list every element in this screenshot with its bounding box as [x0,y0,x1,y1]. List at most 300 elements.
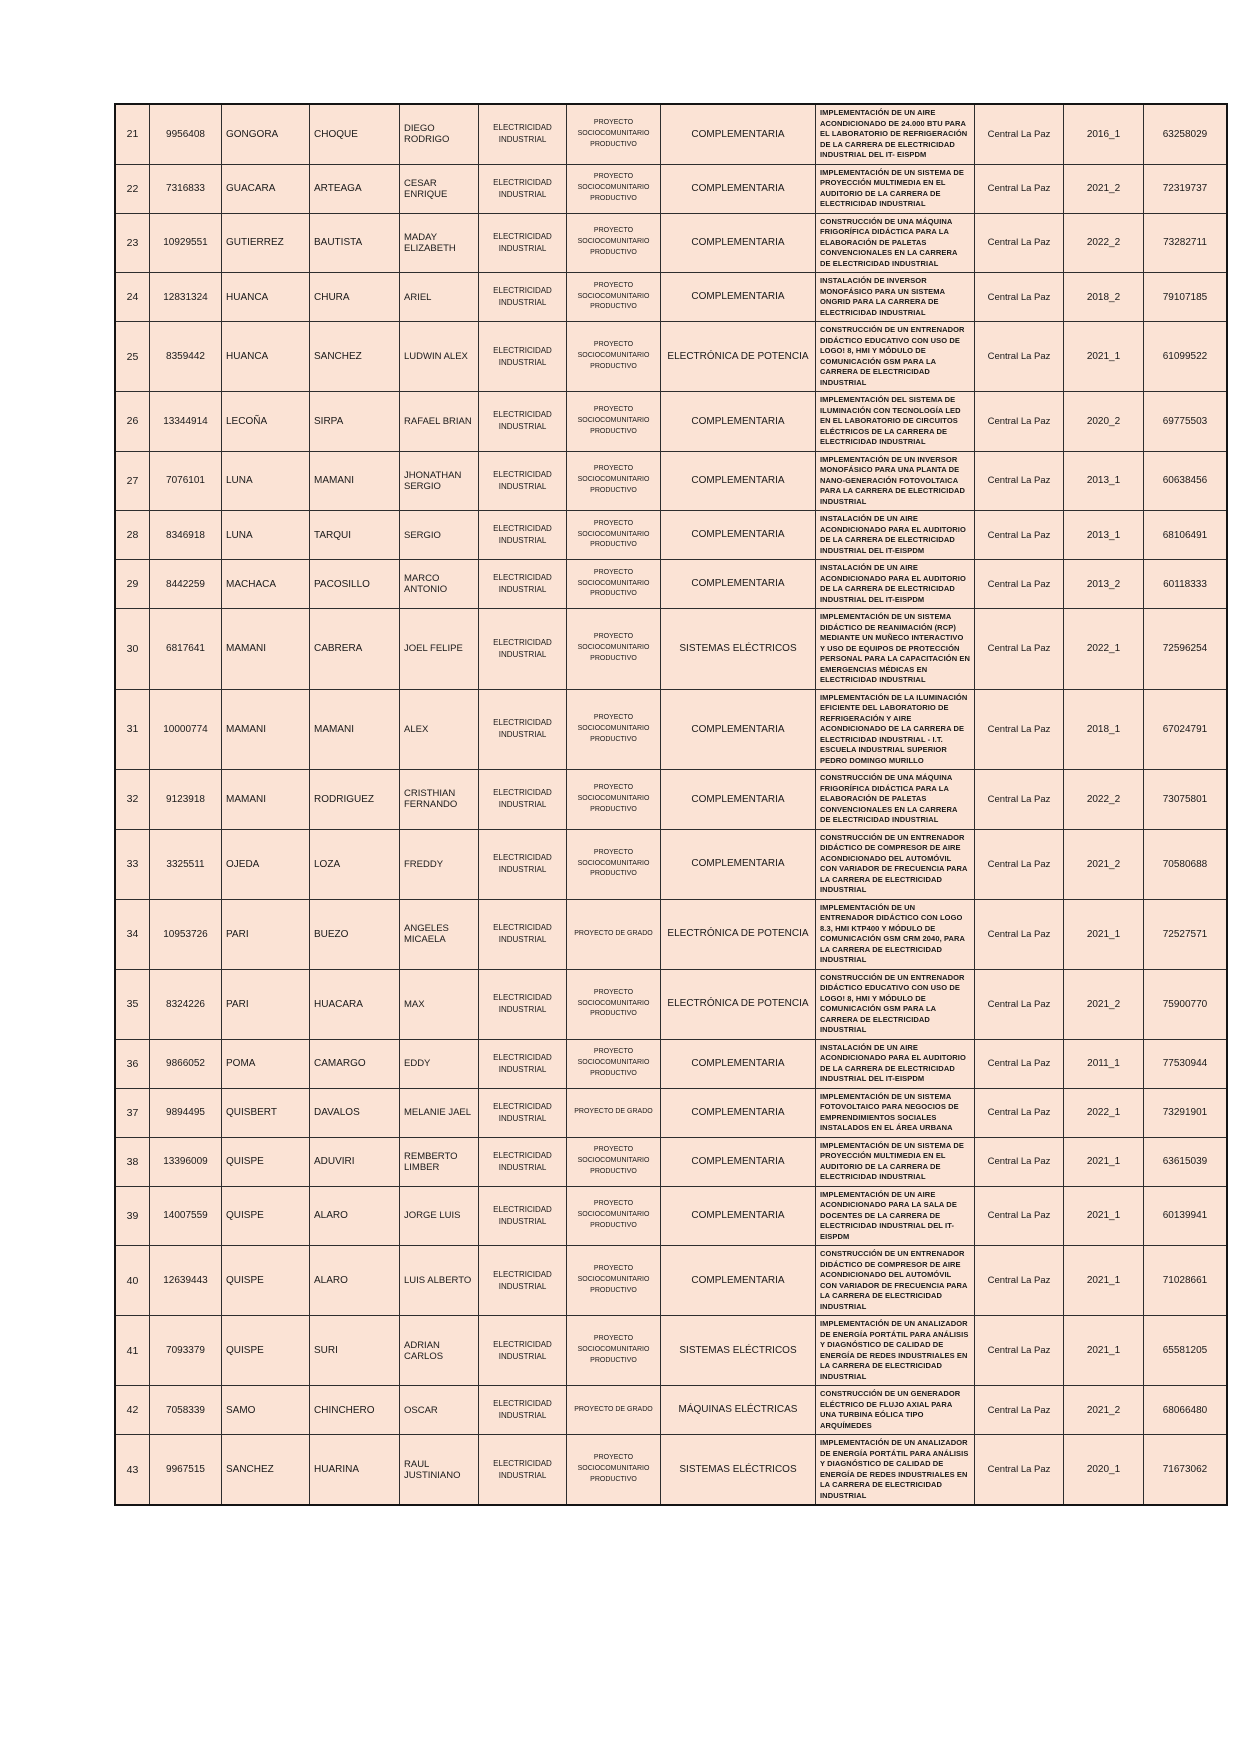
modality-cell: SISTEMAS ELÉCTRICOS [661,609,816,690]
table-row [115,213,1227,273]
period-cell: 2020_2 [1064,392,1144,452]
table-row [115,1039,1227,1088]
table-row [115,1088,1227,1137]
first-names-cell: MADAY ELIZABETH [400,213,479,273]
row-number-cell: 33 [115,829,150,899]
first-names-cell: JORGE LUIS [400,1186,479,1246]
career-cell: ELECTRICIDAD INDUSTRIAL [479,322,567,392]
first-names-cell: REMBERTO LIMBER [400,1137,479,1186]
maternal-surname-cell: TARQUI [310,511,400,560]
project-type-cell: PROYECTO SOCIOCOMUNITARIO PRODUCTIVO [567,1316,661,1386]
ci-number-cell: 14007559 [150,1186,222,1246]
location-cell: Central La Paz [975,770,1064,830]
career-cell: ELECTRICIDAD INDUSTRIAL [479,689,567,770]
row-number-cell: 21 [115,104,150,164]
project-title-cell: IMPLEMENTACIÓN DE LA ILUMINACIÓN EFICIENTE DEL LABORATORIO DE REFRIGERACIÓN Y AIRE ACONDICIONADO DE LA CARRERA DE ELECTRICIDAD INDUSTRIAL - I.T. ESCUELA INDUSTRIAL SUPERIOR PEDRO DOMINGO MURILLO [816,689,975,770]
ci-number-cell: 10953726 [150,899,222,969]
modality-cell: COMPLEMENTARIA [661,1186,816,1246]
ci-number-cell: 6817641 [150,609,222,690]
maternal-surname-cell: BAUTISTA [310,213,400,273]
career-cell: ELECTRICIDAD INDUSTRIAL [479,104,567,164]
table-row [115,451,1227,511]
project-type-cell: PROYECTO DE GRADO [567,1088,661,1137]
ci-number-cell: 8442259 [150,560,222,609]
maternal-surname-cell: CHOQUE [310,104,400,164]
first-names-cell: RAUL JUSTINIANO [400,1435,479,1506]
first-names-cell: MELANIE JAEL [400,1088,479,1137]
period-cell: 2013_2 [1064,560,1144,609]
location-cell: Central La Paz [975,609,1064,690]
code-cell: 61099522 [1144,322,1228,392]
row-number-cell: 27 [115,451,150,511]
project-title-cell: IMPLEMENTACIÓN DE UN AIRE ACONDICIONADO DE 24.000 BTU PARA EL LABORATORIO DE REFRIGERACIÓN DE LA CARRERA DE ELECTRICIDAD INDUSTRIAL DEL IT- EISPDM [816,104,975,164]
project-type-cell: PROYECTO SOCIOCOMUNITARIO PRODUCTIVO [567,213,661,273]
table-row [115,969,1227,1039]
career-cell: ELECTRICIDAD INDUSTRIAL [479,1039,567,1088]
location-cell: Central La Paz [975,1386,1064,1435]
table-row [115,689,1227,770]
table-row [115,1435,1227,1506]
project-title-cell: CONSTRUCCIÓN DE UN ENTRENADOR DIDÁCTICO EDUCATIVO CON USO DE LOGO! 8, HMI Y MÓDULO DE COMUNICACIÓN GSM PARA LA CARRERA DE ELECTRICIDAD INDUSTRIAL [816,969,975,1039]
location-cell: Central La Paz [975,451,1064,511]
project-title-cell: IMPLEMENTACIÓN DE UN ANALIZADOR DE ENERGÍA PORTÁTIL PARA ANÁLISIS Y DIAGNÓSTICO DE CALIDAD DE ENERGÍA DE REDES INDUSTRIALES EN LA CARRERA DE ELECTRICIDAD INDUSTRIAL [816,1435,975,1506]
location-cell: Central La Paz [975,969,1064,1039]
paternal-surname-cell: LUNA [222,451,310,511]
paternal-surname-cell: SANCHEZ [222,1435,310,1506]
paternal-surname-cell: QUISPE [222,1246,310,1316]
modality-cell: COMPLEMENTARIA [661,451,816,511]
first-names-cell: RAFAEL BRIAN [400,392,479,452]
row-number-cell: 25 [115,322,150,392]
maternal-surname-cell: CABRERA [310,609,400,690]
maternal-surname-cell: SANCHEZ [310,322,400,392]
career-cell: ELECTRICIDAD INDUSTRIAL [479,609,567,690]
first-names-cell: EDDY [400,1039,479,1088]
first-names-cell: JOEL FELIPE [400,609,479,690]
project-title-cell: CONSTRUCCIÓN DE UN GENERADOR ELÉCTRICO DE FLUJO AXIAL PARA UNA TURBINA EÓLICA TIPO ARQUÍMEDES [816,1386,975,1435]
maternal-surname-cell: MAMANI [310,451,400,511]
row-number-cell: 28 [115,511,150,560]
project-title-cell: IMPLEMENTACIÓN DEL SISTEMA DE ILUMINACIÓN CON TECNOLOGÍA LED EN EL LABORATORIO DE CIRCUITOS ELÉCTRICOS DE LA CARRERA DE ELECTRICIDAD INDUSTRIAL [816,392,975,452]
paternal-surname-cell: QUISPE [222,1137,310,1186]
maternal-surname-cell: BUEZO [310,899,400,969]
code-cell: 63615039 [1144,1137,1228,1186]
period-cell: 2022_1 [1064,1088,1144,1137]
location-cell: Central La Paz [975,511,1064,560]
row-number-cell: 24 [115,273,150,322]
maternal-surname-cell: ALARO [310,1186,400,1246]
maternal-surname-cell: CAMARGO [310,1039,400,1088]
first-names-cell: LUIS ALBERTO [400,1246,479,1316]
project-title-cell: CONSTRUCCIÓN DE UN ENTRENADOR DIDÁCTICO DE COMPRESOR DE AIRE ACONDICIONADO DEL AUTOMÓVIL CON VARIADOR DE FRECUENCIA PARA LA CARRERA DE ELECTRICIDAD INDUSTRIAL [816,829,975,899]
paternal-surname-cell: LUNA [222,511,310,560]
career-cell: ELECTRICIDAD INDUSTRIAL [479,164,567,213]
career-cell: ELECTRICIDAD INDUSTRIAL [479,829,567,899]
career-cell: ELECTRICIDAD INDUSTRIAL [479,969,567,1039]
period-cell: 2016_1 [1064,104,1144,164]
project-type-cell: PROYECTO SOCIOCOMUNITARIO PRODUCTIVO [567,322,661,392]
ci-number-cell: 9866052 [150,1039,222,1088]
location-cell: Central La Paz [975,273,1064,322]
project-title-cell: IMPLEMENTACIÓN DE UN AIRE ACONDICIONADO PARA LA SALA DE DOCENTES DE LA CARRERA DE ELECTRICIDAD INDUSTRIAL DEL IT- EISPDM [816,1186,975,1246]
table-row [115,164,1227,213]
table-row [115,609,1227,690]
modality-cell: COMPLEMENTARIA [661,829,816,899]
modality-cell: COMPLEMENTARIA [661,560,816,609]
modality-cell: ELECTRÓNICA DE POTENCIA [661,899,816,969]
modality-cell: SISTEMAS ELÉCTRICOS [661,1435,816,1506]
career-cell: ELECTRICIDAD INDUSTRIAL [479,1186,567,1246]
ci-number-cell: 9956408 [150,104,222,164]
period-cell: 2021_1 [1064,322,1144,392]
modality-cell: COMPLEMENTARIA [661,770,816,830]
period-cell: 2013_1 [1064,451,1144,511]
modality-cell: COMPLEMENTARIA [661,1039,816,1088]
table-row [115,1316,1227,1386]
location-cell: Central La Paz [975,1186,1064,1246]
location-cell: Central La Paz [975,689,1064,770]
first-names-cell: DIEGO RODRIGO [400,104,479,164]
code-cell: 69775503 [1144,392,1228,452]
code-cell: 60139941 [1144,1186,1228,1246]
paternal-surname-cell: HUANCA [222,273,310,322]
row-number-cell: 41 [115,1316,150,1386]
project-type-cell: PROYECTO SOCIOCOMUNITARIO PRODUCTIVO [567,609,661,690]
project-type-cell: PROYECTO SOCIOCOMUNITARIO PRODUCTIVO [567,689,661,770]
code-cell: 73291901 [1144,1088,1228,1137]
ci-number-cell: 12639443 [150,1246,222,1316]
ci-number-cell: 7316833 [150,164,222,213]
code-cell: 65581205 [1144,1316,1228,1386]
first-names-cell: MARCO ANTONIO [400,560,479,609]
code-cell: 72596254 [1144,609,1228,690]
period-cell: 2022_1 [1064,609,1144,690]
ci-number-cell: 9967515 [150,1435,222,1506]
first-names-cell: FREDDY [400,829,479,899]
first-names-cell: ARIEL [400,273,479,322]
row-number-cell: 43 [115,1435,150,1506]
modality-cell: ELECTRÓNICA DE POTENCIA [661,322,816,392]
location-cell: Central La Paz [975,1316,1064,1386]
project-title-cell: INSTALACIÓN DE UN AIRE ACONDICIONADO PARA EL AUDITORIO DE LA CARRERA DE ELECTRICIDAD INDUSTRIAL DEL IT-EISPDM [816,560,975,609]
table-row [115,560,1227,609]
table-row [115,104,1227,164]
first-names-cell: OSCAR [400,1386,479,1435]
ci-number-cell: 8346918 [150,511,222,560]
project-type-cell: PROYECTO SOCIOCOMUNITARIO PRODUCTIVO [567,969,661,1039]
project-register-body [115,104,1227,1505]
row-number-cell: 23 [115,213,150,273]
career-cell: ELECTRICIDAD INDUSTRIAL [479,1435,567,1506]
paternal-surname-cell: GONGORA [222,104,310,164]
table-row [115,1246,1227,1316]
project-title-cell: CONSTRUCCIÓN DE UN ENTRENADOR DIDÁCTICO DE COMPRESOR DE AIRE ACONDICIONADO DEL AUTOMÓVIL CON VARIADOR DE FRECUENCIA PARA LA CARRERA DE ELECTRICIDAD INDUSTRIAL [816,1246,975,1316]
period-cell: 2022_2 [1064,770,1144,830]
paternal-surname-cell: QUISPE [222,1186,310,1246]
modality-cell: COMPLEMENTARIA [661,164,816,213]
first-names-cell: JHONATHAN SERGIO [400,451,479,511]
paternal-surname-cell: QUISBERT [222,1088,310,1137]
paternal-surname-cell: OJEDA [222,829,310,899]
career-cell: ELECTRICIDAD INDUSTRIAL [479,392,567,452]
row-number-cell: 29 [115,560,150,609]
maternal-surname-cell: HUARINA [310,1435,400,1506]
paternal-surname-cell: SAMO [222,1386,310,1435]
maternal-surname-cell: ARTEAGA [310,164,400,213]
maternal-surname-cell: SURI [310,1316,400,1386]
location-cell: Central La Paz [975,322,1064,392]
row-number-cell: 37 [115,1088,150,1137]
career-cell: ELECTRICIDAD INDUSTRIAL [479,1088,567,1137]
code-cell: 71673062 [1144,1435,1228,1506]
first-names-cell: SERGIO [400,511,479,560]
period-cell: 2021_1 [1064,1186,1144,1246]
code-cell: 73075801 [1144,770,1228,830]
project-title-cell: INSTALACIÓN DE UN AIRE ACONDICIONADO PARA EL AUDITORIO DE LA CARRERA DE ELECTRICIDAD INDUSTRIAL DEL IT-EISPDM [816,1039,975,1088]
location-cell: Central La Paz [975,1246,1064,1316]
location-cell: Central La Paz [975,392,1064,452]
table-row [115,511,1227,560]
ci-number-cell: 8324226 [150,969,222,1039]
career-cell: ELECTRICIDAD INDUSTRIAL [479,511,567,560]
table-row [115,899,1227,969]
project-type-cell: PROYECTO SOCIOCOMUNITARIO PRODUCTIVO [567,451,661,511]
table-row [115,1137,1227,1186]
location-cell: Central La Paz [975,213,1064,273]
project-type-cell: PROYECTO SOCIOCOMUNITARIO PRODUCTIVO [567,1137,661,1186]
period-cell: 2021_1 [1064,1246,1144,1316]
maternal-surname-cell: ADUVIRI [310,1137,400,1186]
maternal-surname-cell: PACOSILLO [310,560,400,609]
maternal-surname-cell: RODRIGUEZ [310,770,400,830]
period-cell: 2011_1 [1064,1039,1144,1088]
maternal-surname-cell: LOZA [310,829,400,899]
location-cell: Central La Paz [975,1137,1064,1186]
ci-number-cell: 7058339 [150,1386,222,1435]
code-cell: 70580688 [1144,829,1228,899]
modality-cell: COMPLEMENTARIA [661,689,816,770]
maternal-surname-cell: CHINCHERO [310,1386,400,1435]
table-row [115,392,1227,452]
modality-cell: MÁQUINAS ELÉCTRICAS [661,1386,816,1435]
maternal-surname-cell: ALARO [310,1246,400,1316]
paternal-surname-cell: MAMANI [222,609,310,690]
code-cell: 63258029 [1144,104,1228,164]
modality-cell: SISTEMAS ELÉCTRICOS [661,1316,816,1386]
project-title-cell: IMPLEMENTACIÓN DE UN SISTEMA DIDÁCTICO DE REANIMACIÓN (RCP) MEDIANTE UN MUÑECO INTERACTIVO Y USO DE EQUIPOS DE PROTECCIÓN PERSONAL PARA LA CAPACITACIÓN EN EMERGENCIAS MÉDICAS EN ELECTRICIDAD INDUSTRIAL [816,609,975,690]
ci-number-cell: 12831324 [150,273,222,322]
paternal-surname-cell: GUTIERREZ [222,213,310,273]
row-number-cell: 42 [115,1386,150,1435]
ci-number-cell: 7076101 [150,451,222,511]
period-cell: 2021_2 [1064,1386,1144,1435]
first-names-cell: ADRIAN CARLOS [400,1316,479,1386]
career-cell: ELECTRICIDAD INDUSTRIAL [479,560,567,609]
project-type-cell: PROYECTO SOCIOCOMUNITARIO PRODUCTIVO [567,1039,661,1088]
career-cell: ELECTRICIDAD INDUSTRIAL [479,213,567,273]
paternal-surname-cell: MAMANI [222,770,310,830]
code-cell: 68066480 [1144,1386,1228,1435]
modality-cell: COMPLEMENTARIA [661,1088,816,1137]
first-names-cell: ALEX [400,689,479,770]
location-cell: Central La Paz [975,1039,1064,1088]
ci-number-cell: 13396009 [150,1137,222,1186]
row-number-cell: 40 [115,1246,150,1316]
project-type-cell: PROYECTO DE GRADO [567,1386,661,1435]
ci-number-cell: 10000774 [150,689,222,770]
period-cell: 2020_1 [1064,1435,1144,1506]
project-type-cell: PROYECTO SOCIOCOMUNITARIO PRODUCTIVO [567,104,661,164]
project-type-cell: PROYECTO DE GRADO [567,899,661,969]
maternal-surname-cell: SIRPA [310,392,400,452]
modality-cell: COMPLEMENTARIA [661,392,816,452]
paternal-surname-cell: LECOÑA [222,392,310,452]
career-cell: ELECTRICIDAD INDUSTRIAL [479,451,567,511]
period-cell: 2021_1 [1064,1316,1144,1386]
period-cell: 2021_2 [1064,829,1144,899]
modality-cell: COMPLEMENTARIA [661,1137,816,1186]
row-number-cell: 35 [115,969,150,1039]
maternal-surname-cell: HUACARA [310,969,400,1039]
ci-number-cell: 13344914 [150,392,222,452]
table-row [115,273,1227,322]
project-title-cell: IMPLEMENTACIÓN DE UN SISTEMA FOTOVOLTAICO PARA NEGOCIOS DE EMPRENDIMIENTOS SOCIALES INSTALADOS EN EL ÁREA URBANA [816,1088,975,1137]
paternal-surname-cell: GUACARA [222,164,310,213]
project-title-cell: IMPLEMENTACIÓN DE UN SISTEMA DE PROYECCIÓN MULTIMEDIA EN EL AUDITORIO DE LA CARRERA DE ELECTRICIDAD INDUSTRIAL [816,1137,975,1186]
project-type-cell: PROYECTO SOCIOCOMUNITARIO PRODUCTIVO [567,273,661,322]
ci-number-cell: 3325511 [150,829,222,899]
row-number-cell: 22 [115,164,150,213]
project-type-cell: PROYECTO SOCIOCOMUNITARIO PRODUCTIVO [567,1435,661,1506]
table-row [115,1386,1227,1435]
location-cell: Central La Paz [975,899,1064,969]
career-cell: ELECTRICIDAD INDUSTRIAL [479,770,567,830]
paternal-surname-cell: QUISPE [222,1316,310,1386]
career-cell: ELECTRICIDAD INDUSTRIAL [479,899,567,969]
location-cell: Central La Paz [975,1435,1064,1506]
period-cell: 2021_2 [1064,969,1144,1039]
code-cell: 75900770 [1144,969,1228,1039]
table-row [115,1186,1227,1246]
row-number-cell: 38 [115,1137,150,1186]
project-title-cell: IMPLEMENTACIÓN DE UN INVERSOR MONOFÁSICO PARA UNA PLANTA DE NANO-GENERACIÓN FOTOVOLTAICA PARA LA CARRERA DE ELECTRICIDAD INDUSTRIAL [816,451,975,511]
location-cell: Central La Paz [975,104,1064,164]
row-number-cell: 36 [115,1039,150,1088]
table-row [115,322,1227,392]
career-cell: ELECTRICIDAD INDUSTRIAL [479,1386,567,1435]
modality-cell: COMPLEMENTARIA [661,104,816,164]
row-number-cell: 31 [115,689,150,770]
project-title-cell: CONSTRUCCIÓN DE UNA MÁQUINA FRIGORÍFICA DIDÁCTICA PARA LA ELABORACIÓN DE PALETAS CONVENCIONALES EN LA CARRERA DE ELECTRICIDAD INDUSTRIAL [816,770,975,830]
project-register-table [114,103,1228,1506]
first-names-cell: LUDWIN ALEX [400,322,479,392]
paternal-surname-cell: MAMANI [222,689,310,770]
period-cell: 2021_1 [1064,1137,1144,1186]
modality-cell: COMPLEMENTARIA [661,1246,816,1316]
row-number-cell: 39 [115,1186,150,1246]
first-names-cell: MAX [400,969,479,1039]
code-cell: 72527571 [1144,899,1228,969]
career-cell: ELECTRICIDAD INDUSTRIAL [479,273,567,322]
modality-cell: COMPLEMENTARIA [661,273,816,322]
career-cell: ELECTRICIDAD INDUSTRIAL [479,1316,567,1386]
career-cell: ELECTRICIDAD INDUSTRIAL [479,1137,567,1186]
paternal-surname-cell: MACHACA [222,560,310,609]
project-title-cell: CONSTRUCCIÓN DE UN ENTRENADOR DIDÁCTICO EDUCATIVO CON USO DE LOGO! 8, HMI Y MÓDULO DE COMUNICACIÓN GSM PARA LA CARRERA DE ELECTRICIDAD INDUSTRIAL [816,322,975,392]
project-type-cell: PROYECTO SOCIOCOMUNITARIO PRODUCTIVO [567,560,661,609]
paternal-surname-cell: HUANCA [222,322,310,392]
first-names-cell: CESAR ENRIQUE [400,164,479,213]
maternal-surname-cell: MAMANI [310,689,400,770]
code-cell: 77530944 [1144,1039,1228,1088]
first-names-cell: CRISTHIAN FERNANDO [400,770,479,830]
period-cell: 2018_2 [1064,273,1144,322]
paternal-surname-cell: PARI [222,899,310,969]
code-cell: 73282711 [1144,213,1228,273]
code-cell: 68106491 [1144,511,1228,560]
project-title-cell: IMPLEMENTACIÓN DE UN ENTRENADOR DIDÁCTICO CON LOGO 8.3, HMI KTP400 Y MÓDULO DE COMUNICACIÓN GSM CRM 2040, PARA LA CARRERA DE ELECTRICIDAD INDUSTRIAL [816,899,975,969]
modality-cell: COMPLEMENTARIA [661,511,816,560]
row-number-cell: 34 [115,899,150,969]
paternal-surname-cell: POMA [222,1039,310,1088]
ci-number-cell: 7093379 [150,1316,222,1386]
location-cell: Central La Paz [975,1088,1064,1137]
row-number-cell: 30 [115,609,150,690]
project-type-cell: PROYECTO SOCIOCOMUNITARIO PRODUCTIVO [567,829,661,899]
ci-number-cell: 8359442 [150,322,222,392]
project-type-cell: PROYECTO SOCIOCOMUNITARIO PRODUCTIVO [567,511,661,560]
paternal-surname-cell: PARI [222,969,310,1039]
row-number-cell: 32 [115,770,150,830]
project-type-cell: PROYECTO SOCIOCOMUNITARIO PRODUCTIVO [567,770,661,830]
table-row [115,829,1227,899]
code-cell: 60118333 [1144,560,1228,609]
location-cell: Central La Paz [975,829,1064,899]
period-cell: 2022_2 [1064,213,1144,273]
row-number-cell: 26 [115,392,150,452]
first-names-cell: ANGELES MICAELA [400,899,479,969]
ci-number-cell: 9123918 [150,770,222,830]
period-cell: 2013_1 [1064,511,1144,560]
maternal-surname-cell: CHURA [310,273,400,322]
period-cell: 2021_1 [1064,899,1144,969]
modality-cell: COMPLEMENTARIA [661,213,816,273]
project-type-cell: PROYECTO SOCIOCOMUNITARIO PRODUCTIVO [567,1246,661,1316]
project-title-cell: IMPLEMENTACIÓN DE UN ANALIZADOR DE ENERGÍA PORTÁTIL PARA ANÁLISIS Y DIAGNÓSTICO DE CALIDAD DE ENERGÍA DE REDES INDUSTRIALES EN LA CARRERA DE ELECTRICIDAD INDUSTRIAL [816,1316,975,1386]
modality-cell: ELECTRÓNICA DE POTENCIA [661,969,816,1039]
project-title-cell: CONSTRUCCIÓN DE UNA MÁQUINA FRIGORÍFICA DIDÁCTICA PARA LA ELABORACIÓN DE PALETAS CONVENCIONALES EN LA CARRERA DE ELECTRICIDAD INDUSTRIAL [816,213,975,273]
project-type-cell: PROYECTO SOCIOCOMUNITARIO PRODUCTIVO [567,392,661,452]
code-cell: 60638456 [1144,451,1228,511]
code-cell: 67024791 [1144,689,1228,770]
code-cell: 79107185 [1144,273,1228,322]
project-title-cell: INSTALACIÓN DE UN AIRE ACONDICIONADO PARA EL AUDITORIO DE LA CARRERA DE ELECTRICIDAD INDUSTRIAL DEL IT-EISPDM [816,511,975,560]
project-title-cell: IMPLEMENTACIÓN DE UN SISTEMA DE PROYECCIÓN MULTIMEDIA EN EL AUDITORIO DE LA CARRERA DE ELECTRICIDAD INDUSTRIAL [816,164,975,213]
project-type-cell: PROYECTO SOCIOCOMUNITARIO PRODUCTIVO [567,164,661,213]
table-row [115,770,1227,830]
code-cell: 72319737 [1144,164,1228,213]
project-type-cell: PROYECTO SOCIOCOMUNITARIO PRODUCTIVO [567,1186,661,1246]
code-cell: 71028661 [1144,1246,1228,1316]
location-cell: Central La Paz [975,164,1064,213]
maternal-surname-cell: DAVALOS [310,1088,400,1137]
period-cell: 2018_1 [1064,689,1144,770]
ci-number-cell: 10929551 [150,213,222,273]
period-cell: 2021_2 [1064,164,1144,213]
project-title-cell: INSTALACIÓN DE INVERSOR MONOFÁSICO PARA UN SISTEMA ONGRID PARA LA CARRERA DE ELECTRICIDAD INDUSTRIAL [816,273,975,322]
career-cell: ELECTRICIDAD INDUSTRIAL [479,1246,567,1316]
ci-number-cell: 9894495 [150,1088,222,1137]
